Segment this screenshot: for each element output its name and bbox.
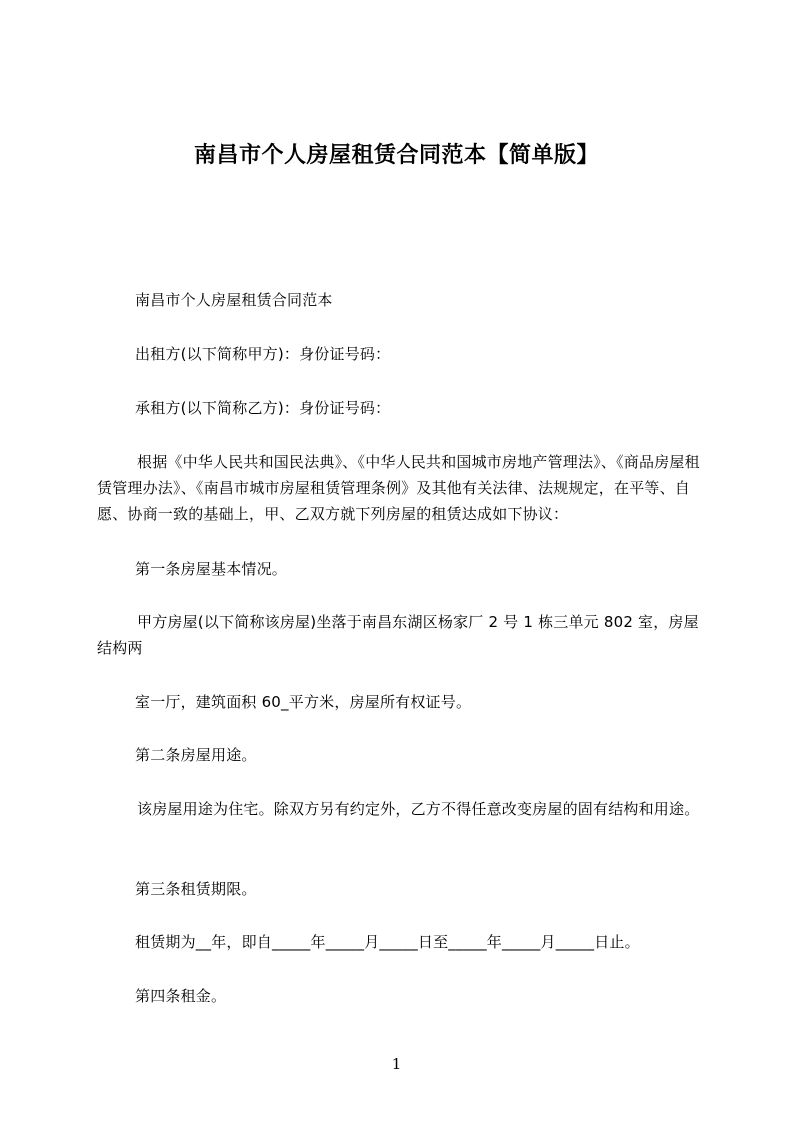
property-use-paragraph: 该房屋用途为住宅。除双方另有约定外，乙方不得任意改变房屋的固有结构和用途。 <box>137 800 700 818</box>
lessee-line: 承租方(以下简称乙方)：身份证号码： <box>135 399 391 417</box>
article-1-heading: 第一条房屋基本情况。 <box>135 560 288 578</box>
property-area-paragraph: 室一厅，建筑面积 60_平方米，房屋所有权证号。 <box>135 693 472 711</box>
document-title: 南昌市个人房屋租赁合同范本【简单版】 <box>193 143 599 168</box>
contract-subtitle: 南昌市个人房屋租赁合同范本 <box>135 291 333 309</box>
article-3-heading: 第三条租赁期限。 <box>135 880 257 898</box>
property-location-paragraph: 甲方房屋(以下简称该房屋)坐落于南昌东湖区杨家厂 2 号 1 栋三单元 802 室，房屋结构两 <box>97 613 699 657</box>
article-2-heading: 第二条房屋用途。 <box>135 746 257 764</box>
article-4-heading: 第四条租金。 <box>135 987 227 1005</box>
page-number: 1 <box>391 1055 402 1073</box>
legal-basis-paragraph: 根据《中华人民共和国民法典》、《中华人民共和国城市房地产管理法》、《商品房屋租赁管理办法》、《南昌市城市房屋租赁管理条例》及其他有关法律、法规规定，在平等、自愿、协商一致的基础上，甲、乙双方就下列房屋的租赁达成如下协议： <box>97 453 700 523</box>
lessor-line: 出租方(以下简称甲方)：身份证号码： <box>135 345 391 363</box>
lease-term-paragraph: 租赁期为__年，即自_____年_____月_____日至_____年_____月_____日止。 <box>135 933 640 951</box>
